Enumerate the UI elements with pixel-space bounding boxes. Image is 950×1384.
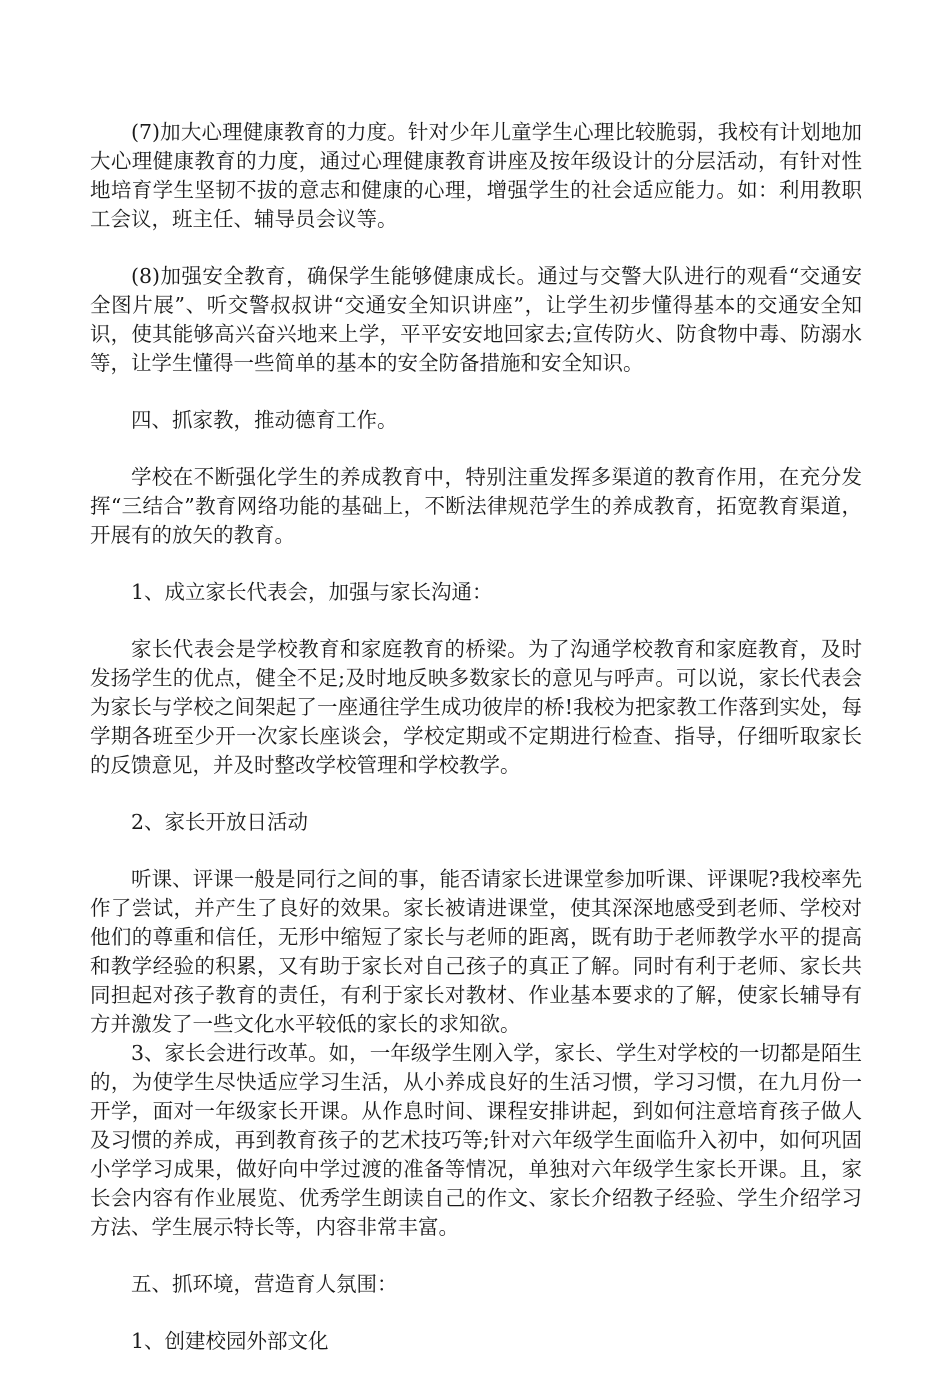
section-heading-4: 四、抓家教，推动德育工作。: [131, 408, 398, 432]
paragraph-safety-education: (8)加强安全教育，确保学生能够健康成长。通过与交警大队进行的观看“交通安全图片展”、听交警叔叔讲“交通安全知识讲座”，让学生初步懂得基本的交通安全知识，使其能够高兴奋兴地来上学，平平安安地回家去;宣传防火、防食物中毒、防溺水等，让学生懂得一些简单的基本的安全防备措施和安全知识。: [90, 264, 862, 375]
paragraph-open-day: 听课、评课一般是同行之间的事，能否请家长进课堂参加听课、评课呢?我校率先作了尝试，并产生了良好的效果。家长被请进课堂，使其深深地感受到老师、学校对他们的尊重和信任，无形中缩短了家长与老师的距离，既有助于老师教学水平的提高和教学经验的积累，又有助于家长对自己孩子的真正了解。同时有利于老师、家长共同担起对孩子教育的责任，有利于家长对教材、作业基本要求的了解，使家长辅导有方并激发了一些文化水平较低的家长的求知欲。: [90, 867, 862, 1036]
paragraph-parent-committee: 家长代表会是学校教育和家庭教育的桥梁。为了沟通学校教育和家庭教育，及时发扬学生的优点，健全不足;及时地反映多数家长的意见与呼声。可以说，家长代表会为家长与学校之间架起了一座通往学生成功彼岸的桥!我校为把家教工作落到实处，每学期各班至少开一次家长座谈会，学校定期或不定期进行检查、指导，仔细听取家长的反馈意见，并及时整改学校管理和学校教学。: [90, 637, 862, 777]
section-heading-5: 五、抓环境，营造育人氛围：: [131, 1272, 398, 1296]
subheading-open-day: 2、家长开放日活动: [131, 810, 309, 834]
subheading-parent-committee: 1、成立家长代表会，加强与家长沟通：: [131, 580, 493, 604]
paragraph-parent-meeting-reform: 3、家长会进行改革。如，一年级学生刚入学，家长、学生对学校的一切都是陌生的，为使学生尽快适应学习生活，从小养成良好的生活习惯，学习习惯，在九月份一开学，面对一年级家长开课。从作息时间、课程安排讲起，到如何注意培育孩子做人及习惯的养成，再到教育孩子的艺术技巧等;针对六年级学生面临升入初中，如何巩固小学学习成果，做好向中学过渡的准备等情况，单独对六年级学生家长开课。且，家长会内容有作业展览、优秀学生朗读自己的作文、家长介绍教子经验、学生介绍学习方法、学生展示特长等，内容非常丰富。: [90, 1041, 862, 1239]
paragraph-mental-health: (7)加大心理健康教育的力度。针对少年儿童学生心理比较脆弱，我校有计划地加大心理健康教育的力度，通过心理健康教育讲座及按年级设计的分层活动，有针对性地培育学生坚韧不拔的意志和健康的心理，增强学生的社会适应能力。如：利用教职工会议，班主任、辅导员会议等。: [90, 120, 862, 231]
document-page: [90, 118, 862, 1384]
subheading-campus-culture: 1、创建校园外部文化: [131, 1329, 329, 1353]
paragraph-school-education: 学校在不断强化学生的养成教育中，特别注重发挥多渠道的教育作用，在充分发挥“三结合”教育网络功能的基础上，不断法律规范学生的养成教育，拓宽教育渠道，开展有的放矢的教育。: [90, 465, 862, 547]
